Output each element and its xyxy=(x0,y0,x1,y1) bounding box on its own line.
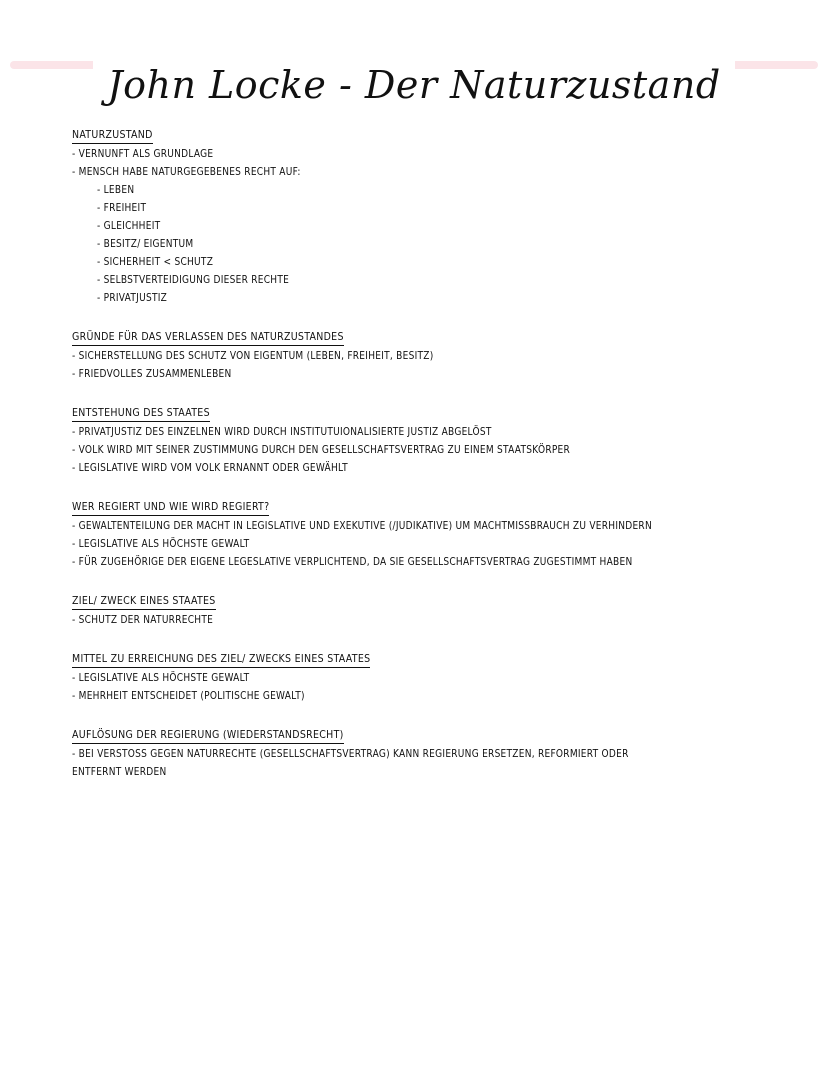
sub-list-item: - SICHERHEIT < SCHUTZ xyxy=(97,256,214,268)
list-item: - VERNUNFT ALS GRUNDLAGE xyxy=(72,148,214,160)
section-wer-regiert xyxy=(72,495,752,571)
list-item: - LEGISLATIVE ALS HÖCHSTE GEWALT xyxy=(72,672,250,684)
section-entstehung xyxy=(72,401,752,477)
sub-list-item: - FREIHEIT xyxy=(97,202,147,214)
list-item: - PRIVATJUSTIZ DES EINZELNEN WIRD DURCH INSTITUTUIONALISIERTE JUSTIZ ABGELÖST xyxy=(72,426,492,438)
section-heading: ZIEL/ ZWECK EINES STAATES xyxy=(72,594,216,610)
notes-body xyxy=(72,123,752,799)
list-item: - LEGISLATIVE WIRD VOM VOLK ERNANNT ODER GEWÄHLT xyxy=(72,462,348,474)
section-mittel xyxy=(72,647,752,705)
sub-list-item: - PRIVATJUSTIZ xyxy=(97,292,168,304)
section-heading: ENTSTEHUNG DES STAATES xyxy=(72,406,210,422)
sub-list-item: - BESITZ/ EIGENTUM xyxy=(97,238,194,250)
list-item: - MEHRHEIT ENTSCHEIDET (POLITISCHE GEWALT) xyxy=(72,690,305,702)
list-item: - VOLK WIRD MIT SEINER ZUSTIMMUNG DURCH DEN GESELLSCHAFTSVERTRAG ZU EINEM STAATSKÖRPER xyxy=(72,444,571,456)
list-item: - MENSCH HABE NATURGEGEBENES RECHT AUF: xyxy=(72,166,301,178)
section-heading: GRÜNDE FÜR DAS VERLASSEN DES NATURZUSTANDES xyxy=(72,330,344,346)
list-item: - FÜR ZUGEHÖRIGE DER EIGENE LEGESLATIVE VERPLICHTEND, DA SIE GESELLSCHAFTSVERTRAG ZUGESTIMMT HABEN xyxy=(72,556,633,568)
section-ziel xyxy=(72,589,752,629)
list-item: - FRIEDVOLLES ZUSAMMENLEBEN xyxy=(72,368,232,380)
section-gruende xyxy=(72,325,752,383)
list-item: - GEWALTENTEILUNG DER MACHT IN LEGISLATIVE UND EXEKUTIVE (/JUDIKATIVE) UM MACHTMISSBRAUCH ZU VERHINDERN xyxy=(72,520,652,532)
section-heading: AUFLÖSUNG DER REGIERUNG (WIEDERSTANDSRECHT) xyxy=(72,728,344,744)
list-item-continuation: ENTFERNT WERDEN xyxy=(72,766,167,778)
list-item: - BEI VERSTOSS GEGEN NATURRECHTE (GESELLSCHAFTSVERTRAG) KANN REGIERUNG ERSETZEN, REFORMIERT ODER xyxy=(72,748,629,760)
sub-list-item: - LEBEN xyxy=(97,184,135,196)
section-heading: MITTEL ZU ERREICHUNG DES ZIEL/ ZWECKS EINES STAATES xyxy=(72,652,370,668)
sub-list-item: - SELBSTVERTEIDIGUNG DIESER RECHTE xyxy=(97,274,290,286)
page-title: John Locke - Der Naturzustand xyxy=(93,57,734,113)
section-heading: WER REGIERT UND WIE WIRD REGIERT? xyxy=(72,500,269,516)
list-item: - SICHERSTELLUNG DES SCHUTZ VON EIGENTUM (LEBEN, FREIHEIT, BESITZ) xyxy=(72,350,434,362)
list-item: - LEGISLATIVE ALS HÖCHSTE GEWALT xyxy=(72,538,250,550)
list-item: - SCHUTZ DER NATURRECHTE xyxy=(72,614,214,626)
section-aufloesung xyxy=(72,723,752,781)
section-naturzustand xyxy=(72,123,752,307)
sub-list-item: - GLEICHHEIT xyxy=(97,220,161,232)
section-heading: NATURZUSTAND xyxy=(72,128,153,144)
